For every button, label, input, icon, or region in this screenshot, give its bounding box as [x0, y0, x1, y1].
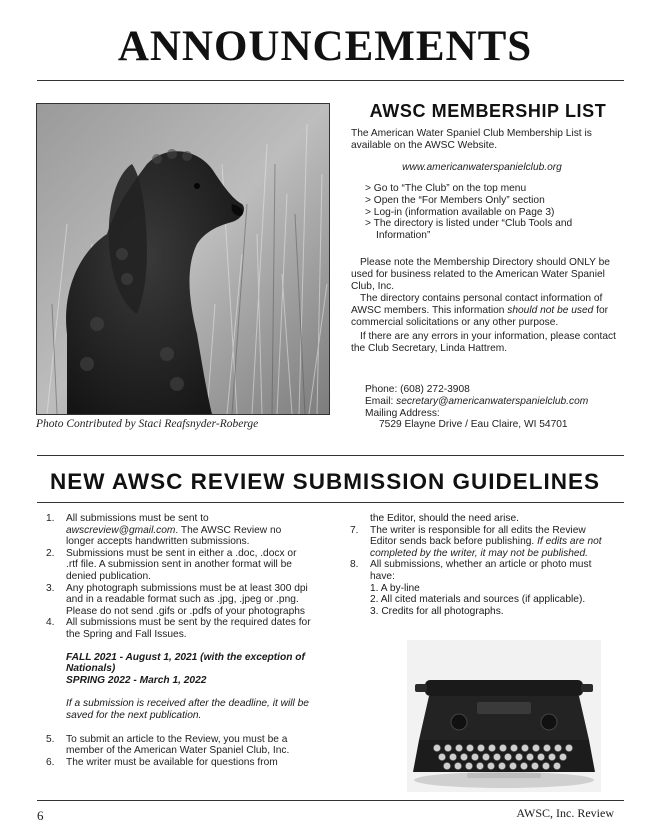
sub-item: 1. A by-line	[370, 582, 420, 594]
step-item: Information”	[376, 230, 431, 242]
sub-item: 3. Credits for all photographs.	[370, 605, 504, 617]
privacy-text-c: for commercial solicitations or any other purpose.	[351, 304, 609, 328]
typewriter-image	[407, 640, 601, 792]
guidelines-left-column	[46, 513, 311, 768]
guidelines-heading: NEW AWSC REVIEW SUBMISSION GUIDELINES	[50, 469, 600, 494]
item-continuation: the Editor, should the need arise.	[370, 513, 519, 524]
membership-note: Please note the Membership Directory should ONLY be used for business related to the American Water Spaniel Club, Inc.	[351, 257, 610, 292]
guideline-item	[46, 548, 311, 583]
page-number: 6	[37, 808, 44, 823]
guideline-item	[46, 583, 311, 618]
item-text: . The AWSC Review no longer accepts handwritten submissions.	[66, 524, 282, 548]
contact-block	[365, 384, 625, 431]
step-item: > The directory is listed under “Club Tools and	[365, 218, 573, 230]
contact-email-row	[365, 396, 625, 408]
item-text: To submit an article to the Review, you must be a member of the American Water Spaniel Club, Inc.	[66, 733, 290, 757]
step-item: > Open the “For Members Only” section	[365, 194, 545, 206]
item-text: The writer is responsible for all edits the Review Editor sends back before publishing.	[370, 524, 586, 548]
item-text: The writer must be available for questions from	[66, 756, 278, 768]
club-website-link[interactable]: www.americanwaterspanielclub.org	[402, 162, 562, 173]
membership-heading: AWSC MEMBERSHIP LIST	[369, 101, 607, 121]
page-title: ANNOUNCEMENTS	[117, 23, 533, 70]
item-number: 3.	[46, 582, 55, 594]
mailing-label: Mailing Address:	[365, 407, 440, 419]
guideline-item	[350, 525, 612, 560]
item-number: 5.	[46, 733, 55, 745]
membership-intro: The American Water Spaniel Club Membership List is available on the AWSC Website.	[351, 128, 592, 151]
membership-privacy	[351, 293, 623, 328]
item-number: 2.	[46, 547, 55, 559]
item-number: 6.	[46, 756, 55, 768]
membership-steps	[365, 183, 620, 242]
guideline-item	[46, 617, 311, 640]
item-text: All submissions must be sent to	[66, 513, 209, 524]
item-number: 7.	[350, 524, 359, 536]
item-text: Any photograph submissions must be at least 300 dpi and in a readable format such as .jpg, .jpeg or .png. Please do not send .gifs or .pdfs of your photographs	[66, 582, 308, 617]
footer-divider	[37, 800, 624, 801]
item-text: Submissions must be sent in either a .doc, .docx or .rtf file. A submission sent in another format will be denied publication.	[66, 547, 297, 582]
email-label: Email:	[365, 395, 397, 407]
guideline-item	[46, 757, 311, 769]
privacy-text-emphasis: should not be used	[507, 304, 594, 316]
item-number: 1.	[46, 513, 55, 524]
step-item: > Log-in (information available on Page 3)	[365, 206, 555, 218]
contact-phone: Phone: (608) 272-3908	[365, 384, 470, 395]
section-divider	[37, 455, 624, 456]
deadline-spring: SPRING 2022 - March 1, 2022	[66, 674, 207, 686]
review-email-link[interactable]: awscreview@gmail.com	[66, 524, 176, 536]
step-item: > Go to “The Club” on the top menu	[365, 183, 527, 194]
dog-photo	[36, 103, 330, 415]
item-number: 4.	[46, 617, 55, 629]
item-text-emphasis: If edits are not completed by the writer, it may not be published.	[370, 536, 602, 559]
guidelines-right-column	[350, 513, 612, 617]
item-number: 8.	[350, 559, 359, 571]
contact-email-link[interactable]: secretary@americanwaterspanielclub.com	[396, 395, 589, 407]
privacy-text-a: The directory contains personal contact information of AWSC members. This information	[351, 293, 603, 316]
guidelines-divider	[37, 502, 624, 503]
mailing-address: 7529 Elayne Drive / Eau Claire, WI 54701	[379, 419, 568, 431]
sub-item: 2. All cited materials and sources (if applicable).	[370, 594, 586, 606]
deadline-fall: FALL 2021 - August 1, 2021 (with the exception of Nationals)	[66, 651, 305, 675]
item-text: All submissions must be sent by the required dates for the Spring and Fall Issues.	[66, 617, 311, 640]
publication-name: AWSC, Inc. Review	[516, 806, 614, 820]
guideline-item	[46, 513, 311, 548]
photo-credit: Photo Contributed by Staci Reafsnyder-Roberge	[36, 418, 259, 430]
title-divider	[37, 80, 624, 81]
late-note: If a submission is received after the deadline, it will be saved for the next publication.	[66, 698, 309, 721]
membership-errors: If there are any errors in your information, please contact the Club Secretary, Linda Hattrem.	[351, 331, 616, 354]
guideline-item	[46, 734, 311, 757]
item-text: All submissions, whether an article or photo must have:	[370, 559, 592, 582]
guideline-item	[350, 559, 612, 582]
